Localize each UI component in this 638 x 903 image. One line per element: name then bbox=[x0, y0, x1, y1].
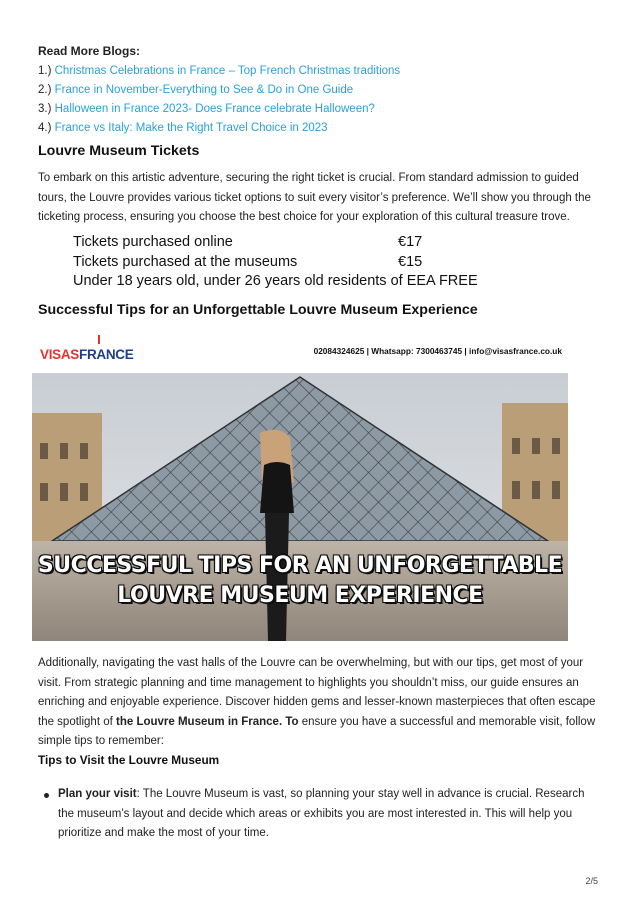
eiffel-tower-icon bbox=[98, 335, 100, 344]
ticket-row bbox=[73, 253, 478, 273]
banner-header bbox=[32, 331, 568, 373]
list-number: 4.) bbox=[38, 122, 52, 134]
ticket-row bbox=[73, 272, 478, 292]
tips-sub-heading: Tips to Visit the Louvre Museum bbox=[38, 753, 220, 767]
read-more-heading: Read More Blogs: bbox=[38, 44, 141, 58]
louvre-banner-image bbox=[32, 331, 568, 641]
blog-link-christmas[interactable]: Christmas Celebrations in France – Top French Christmas traditions bbox=[54, 65, 401, 77]
banner-title-line1: SUCCESSFUL TIPS FOR AN UNFORGETTABLE bbox=[37, 553, 563, 578]
ticket-label: Tickets purchased online bbox=[73, 234, 233, 250]
banner-title-line2: LOUVRE MUSEUM EXPERIENCE bbox=[117, 583, 483, 608]
tickets-paragraph: To embark on this artistic adventure, securing the right ticket is crucial. From standard admission to guided tours, the Louvre provides various ticket options to suit every visitor’s preference. We’ll show you through the ticketing process, ensuring you choose the best choice for your exploration of this cultural treasure trove. bbox=[38, 172, 591, 223]
logo-france: FRANCE bbox=[79, 347, 134, 362]
bullet-icon bbox=[44, 793, 49, 798]
ticket-price: €17 bbox=[398, 234, 423, 250]
bullet-title: Plan your visit bbox=[58, 788, 137, 800]
read-more-list bbox=[38, 62, 400, 138]
banner-contact: 02084324625 | Whatsapp: 7300463745 | info@visasfrance.co.uk bbox=[313, 346, 562, 356]
bullet-text: : The Louvre Museum is vast, so planning your stay well in advance is crucial. Research the museum’s layout and decide which areas or exhibits you are most interested in. This will help you prioritize and make the most of your time. bbox=[58, 788, 585, 839]
list-item bbox=[38, 119, 400, 138]
list-item bbox=[38, 81, 400, 100]
blog-link-november[interactable]: France in November-Everything to See & Do in One Guide bbox=[54, 84, 354, 96]
list-number: 1.) bbox=[38, 65, 52, 77]
ticket-label: Under 18 years old, under 26 years old residents of EEA bbox=[73, 273, 435, 289]
tips-paragraph-text-end: ensure you have a successful and memorable visit, follow simple tips to remember: bbox=[38, 715, 596, 747]
ticket-price-list bbox=[73, 233, 478, 292]
list-item bbox=[38, 62, 400, 81]
visas-france-logo bbox=[40, 347, 133, 362]
list-number: 3.) bbox=[38, 103, 52, 115]
tips-paragraph-bold: the Louvre Museum in France. To bbox=[116, 715, 299, 728]
tips-heading: Successful Tips for an Unforgettable Louvre Museum Experience bbox=[38, 302, 478, 318]
ticket-row bbox=[73, 233, 478, 253]
ticket-price: FREE bbox=[438, 273, 478, 289]
tickets-heading: Louvre Museum Tickets bbox=[38, 143, 200, 159]
tips-paragraph bbox=[38, 654, 600, 752]
blog-link-halloween[interactable]: Halloween in France 2023- Does France celebrate Halloween? bbox=[54, 103, 375, 115]
tips-paragraph-text: Additionally, navigating the vast halls of the Louvre can be overwhelming, but with our tips, get most of your visit. From strategic planning and time management to highlights you shouldn’t miss, our guide ensures an enriching and enjoyable experience. Discover hidden gems and lesser-known masterpieces that often escape the spotlight of bbox=[38, 657, 596, 728]
logo-visas: VISAS bbox=[40, 347, 80, 362]
page-number: 2/5 bbox=[585, 876, 598, 886]
list-item bbox=[58, 785, 598, 844]
blog-link-france-vs-italy[interactable]: France vs Italy: Make the Right Travel Choice in 2023 bbox=[54, 122, 328, 134]
ticket-label: Tickets purchased at the museums bbox=[73, 253, 298, 270]
ticket-price: €15 bbox=[398, 253, 423, 270]
list-number: 2.) bbox=[38, 84, 52, 96]
list-item bbox=[38, 100, 400, 119]
